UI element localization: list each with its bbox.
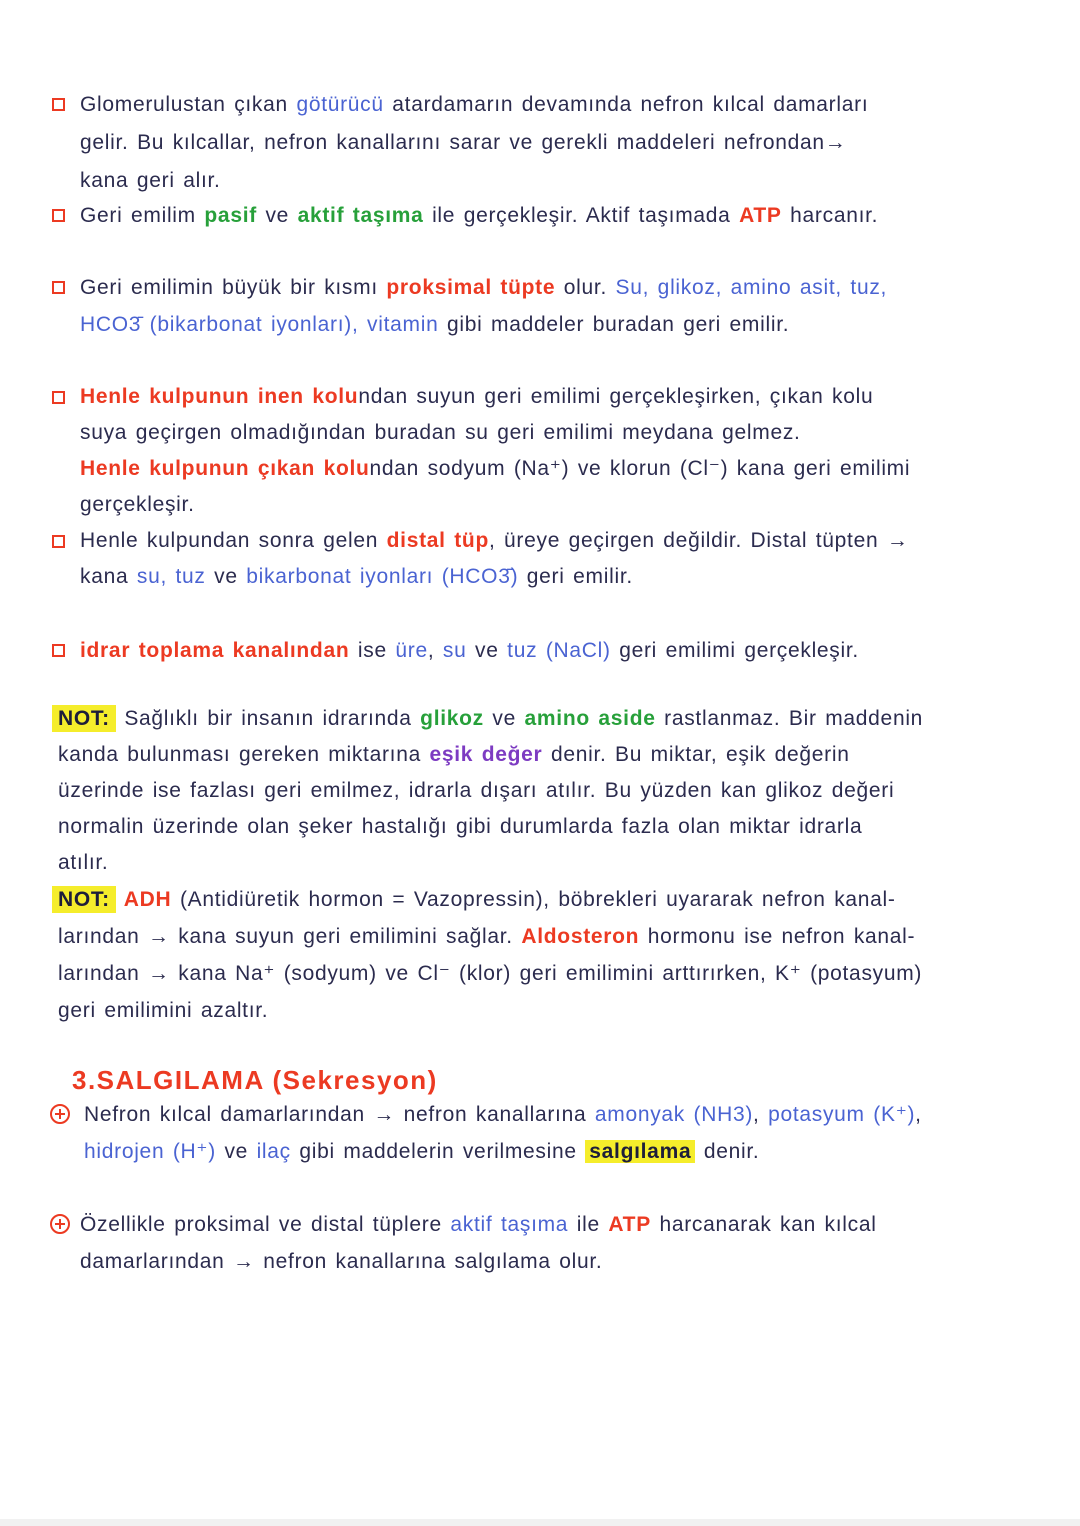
note-label: NOT:	[52, 705, 116, 732]
text-segment: ve	[256, 204, 298, 227]
bullet-item-distal-tubule	[80, 523, 909, 595]
key-term: tuz (NaCl)	[507, 639, 611, 662]
text-segment: atılır.	[58, 851, 109, 874]
text-line	[84, 1096, 922, 1133]
key-term: amino aside	[524, 707, 656, 730]
square-bullet-icon	[52, 644, 65, 657]
highlighted-term: salgılama	[585, 1140, 695, 1163]
text-segment: harcanır.	[781, 204, 879, 227]
text-segment: normalin üzerinde olan şeker hastalığı gibi durumlarda fazla olan miktar idrarla	[58, 815, 863, 838]
text-segment: larından → kana suyun geri emilimini sağlar.	[58, 925, 522, 948]
text-segment: denir.	[695, 1140, 760, 1163]
text-segment: ve	[483, 707, 525, 730]
key-term: potasyum (K⁺)	[768, 1103, 916, 1126]
note-paragraph-hormones	[58, 881, 922, 1029]
square-bullet-icon	[52, 98, 65, 111]
key-term: Su, glikoz, amino asit, tuz,	[615, 276, 888, 299]
section-heading: 3.SALGILAMA (Sekresyon)	[72, 1065, 438, 1095]
text-segment: gerçekleşir.	[80, 493, 195, 516]
text-line	[58, 955, 922, 992]
text-segment: (Antidiüretik hormon = Vazopressin), böbrekleri uyararak nefron kanal-	[171, 888, 896, 911]
key-term: ATP	[739, 204, 782, 227]
text-segment: ve	[215, 1140, 257, 1163]
bullet-item-reabsorption-transport	[80, 197, 878, 235]
text-segment: olur.	[555, 276, 616, 299]
text-segment: suya geçirgen olmadığından buradan su geri emilimi meydana gelmez.	[80, 421, 801, 444]
text-line	[58, 737, 923, 773]
key-term: üre	[395, 639, 428, 662]
key-term: Henle kulpunun çıkan kolu	[80, 457, 370, 480]
text-segment: üzerinde ise fazlası geri emilmez, idrarla dışarı atılır. Bu yüzden kan glikoz değeri	[58, 779, 895, 802]
text-line	[80, 306, 887, 343]
text-segment: hormonu ise nefron kanal-	[639, 925, 916, 948]
text-line	[58, 809, 923, 845]
text-line	[80, 162, 868, 200]
text-segment: ,	[915, 1103, 922, 1126]
text-segment: ise	[349, 639, 396, 662]
square-bullet-icon	[52, 391, 65, 404]
text-line	[80, 632, 859, 669]
text-line	[80, 86, 868, 124]
text-segment: Nefron kılcal damarlarından → nefron kanallarına	[84, 1103, 595, 1126]
plus-item-active-secretion	[80, 1206, 877, 1280]
key-term: amonyak (NH3)	[594, 1103, 754, 1126]
note-paragraph-threshold	[58, 701, 923, 881]
text-line	[58, 881, 922, 918]
text-line	[58, 845, 923, 881]
key-term: proksimal tüpte	[386, 276, 556, 299]
key-term: ilaç	[256, 1140, 291, 1163]
text-segment: ndan suyun geri emilimi gerçekleşirken, çıkan kolu	[358, 385, 874, 408]
page-bottom-edge	[0, 1519, 1080, 1526]
key-term: pasif	[204, 204, 257, 227]
key-term: ATP	[608, 1213, 651, 1236]
bullet-item-collecting-duct	[80, 632, 859, 669]
key-term: glikoz	[420, 707, 484, 730]
text-segment: ile gerçekleşir. Aktif taşımada	[423, 204, 740, 227]
text-line	[58, 773, 923, 809]
key-term: su	[442, 639, 467, 662]
text-segment: gelir. Bu kılcallar, nefron kanallarını sarar ve gerekli maddeleri nefrondan→	[80, 131, 847, 154]
text-segment: gibi maddeler buradan geri emilir.	[438, 313, 790, 336]
key-term: Aldosteron	[521, 925, 640, 948]
note-label: NOT:	[52, 886, 116, 913]
text-segment: geri emilimini azaltır.	[58, 999, 269, 1022]
text-segment: ile	[568, 1213, 609, 1236]
text-segment: rastlanmaz. Bir maddenin	[655, 707, 924, 730]
key-term: ADH	[123, 888, 172, 911]
key-term: eşik değer	[429, 743, 543, 766]
text-segment: ve	[466, 639, 508, 662]
bullet-item-efferent-capillaries	[80, 86, 868, 200]
plus-item-secretion-definition	[84, 1096, 922, 1170]
text-line	[80, 1206, 877, 1243]
key-term: bikarbonat iyonları (HCO3̄)	[246, 565, 519, 588]
bullet-item-loop-of-henle	[80, 379, 910, 523]
text-segment: kana	[80, 565, 137, 588]
key-term: idrar toplama kanalından	[80, 639, 350, 662]
text-segment: atardamarın devamında nefron kılcal damarları	[383, 93, 869, 116]
bullet-item-proximal-tubule	[80, 269, 887, 343]
text-segment: Özellikle proksimal ve distal tüplere	[80, 1213, 451, 1236]
text-line	[58, 918, 922, 955]
text-segment: larından → kana Na⁺ (sodyum) ve Cl⁻ (klor) geri emilimini arttırırken, K⁺ (potasyum)	[58, 962, 923, 985]
text-segment: gibi maddelerin verilmesine	[290, 1140, 586, 1163]
text-segment: Geri emilim	[80, 204, 205, 227]
text-segment: ,	[753, 1103, 769, 1126]
key-term: aktif taşıma	[450, 1213, 569, 1236]
text-line	[58, 992, 922, 1029]
text-segment: kana geri alır.	[80, 169, 221, 192]
text-line	[80, 269, 887, 306]
text-line	[80, 487, 910, 523]
key-term: Henle kulpunun inen kolu	[80, 385, 359, 408]
text-line	[80, 124, 868, 162]
square-bullet-icon	[52, 535, 65, 548]
text-segment: ndan sodyum (Na⁺) ve klorun (Cl⁻) kana geri emilimi	[369, 457, 911, 480]
text-line	[80, 197, 878, 235]
key-term: HCO3̄ (bikarbonat iyonları), vitamin	[80, 313, 439, 336]
text-line	[80, 451, 910, 487]
key-term: distal tüp	[386, 529, 489, 552]
text-segment: denir. Bu miktar, eşik değerin	[542, 743, 850, 766]
key-term: aktif taşıma	[297, 204, 424, 227]
key-term: hidrojen (H⁺)	[84, 1140, 216, 1163]
text-segment: ve	[205, 565, 247, 588]
text-line	[58, 701, 923, 737]
text-line	[80, 415, 910, 451]
text-segment: Sağlıklı bir insanın idrarında	[115, 707, 421, 730]
text-line	[80, 523, 909, 559]
key-term: götürücü	[296, 93, 384, 116]
text-segment: ,	[427, 639, 443, 662]
text-segment: geri emilir.	[518, 565, 633, 588]
text-segment: Geri emilimin büyük bir kısmı	[80, 276, 387, 299]
text-line	[84, 1133, 922, 1170]
text-segment: geri emilimi gerçekleşir.	[610, 639, 859, 662]
text-segment: , üreye geçirgen değildir. Distal tüpten →	[488, 529, 909, 552]
text-line	[80, 559, 909, 595]
key-term: su, tuz	[136, 565, 206, 588]
text-segment: harcanarak kan kılcal	[650, 1213, 877, 1236]
square-bullet-icon	[52, 209, 65, 222]
text-line	[80, 1243, 877, 1280]
text-segment: damarlarından → nefron kanallarına salgılama olur.	[80, 1250, 603, 1273]
text-segment: Glomerulustan çıkan	[80, 93, 297, 116]
text-segment: kanda bulunması gereken miktarına	[58, 743, 430, 766]
circled-plus-bullet-icon	[50, 1104, 70, 1124]
text-segment: Henle kulpundan sonra gelen	[80, 529, 387, 552]
text-line	[80, 379, 910, 415]
circled-plus-bullet-icon	[50, 1214, 70, 1234]
square-bullet-icon	[52, 281, 65, 294]
